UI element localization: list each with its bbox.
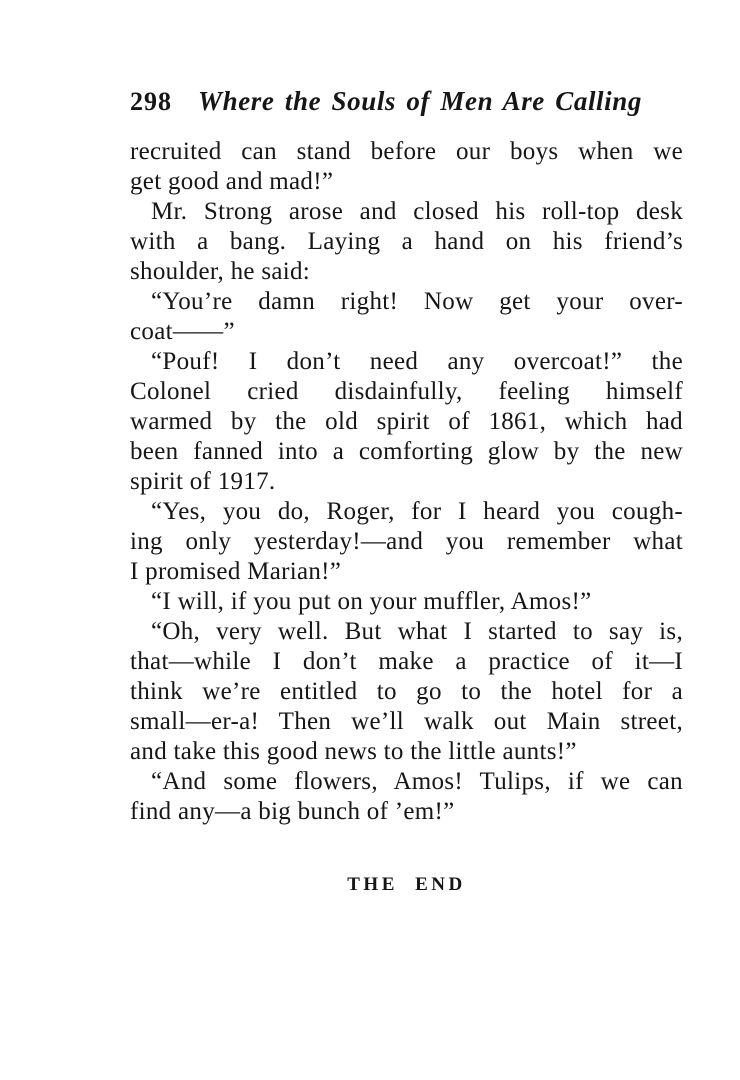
text-line: Mr. Strong arose and closed his roll-top desk <box>151 198 683 225</box>
running-title: Where the Souls of Men Are Calling <box>198 86 642 116</box>
text-line: small—er-a! Then we’ll walk out Main street, <box>130 708 683 735</box>
text-line: I promised Marian!” <box>130 558 342 585</box>
text-line: been fanned into a comforting glow by the new <box>130 438 683 465</box>
text-line: and take this good news to the little aunts!” <box>130 738 577 765</box>
text-line: that—while I don’t make a practice of it—I <box>130 648 683 675</box>
text-line: Colonel cried disdainfully, feeling himself <box>130 378 683 405</box>
text-line: with a bang. Laying a hand on his friend’s <box>130 228 683 255</box>
text-line: “Pouf! I don’t need any overcoat!” the <box>151 348 683 375</box>
text-line: “You’re damn right! Now get your over- <box>151 288 683 315</box>
text-line: “I will, if you put on your muffler, Amos!” <box>151 588 592 615</box>
text-line: find any—a big bunch of ’em!” <box>130 798 455 825</box>
text-line: “Oh, very well. But what I started to say is, <box>151 618 683 645</box>
the-end-label: THE END <box>347 874 466 895</box>
text-line: shoulder, he said: <box>130 258 311 285</box>
text-line: “Yes, you do, Roger, for I heard you cough- <box>151 498 683 525</box>
text-line: “And some flowers, Amos! Tulips, if we can <box>151 768 683 795</box>
text-line: ing only yesterday!—and you remember what <box>130 528 683 555</box>
text-line: think we’re entitled to go to the hotel for a <box>130 678 683 705</box>
page-number: 298 <box>130 87 172 116</box>
text-line: coat——” <box>130 318 235 345</box>
text-line: recruited can stand before our boys when we <box>130 138 683 165</box>
running-header <box>130 86 683 117</box>
text-line: warmed by the old spirit of 1861, which had <box>130 408 683 435</box>
text-line: get good and mad!” <box>130 168 334 195</box>
body-text <box>130 137 683 827</box>
text-line: spirit of 1917. <box>130 468 276 495</box>
